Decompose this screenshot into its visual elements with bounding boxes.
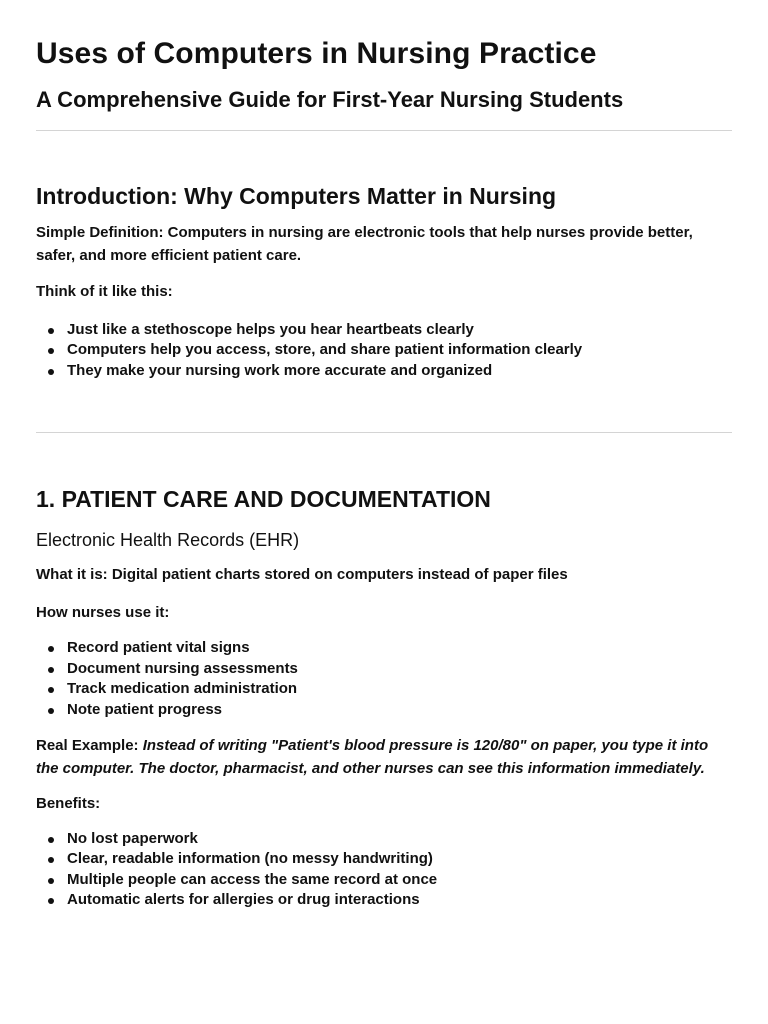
ehr-how-list <box>36 638 732 720</box>
list-item: Computers help you access, store, and share patient information clearly <box>36 340 732 361</box>
ehr-benefits-label: Benefits: <box>36 795 101 812</box>
list-item: Multiple people can access the same record at once <box>36 870 732 891</box>
list-item: Document nursing assessments <box>36 659 732 680</box>
intro-bullet-list <box>36 320 732 382</box>
list-item: Just like a stethoscope helps you hear heartbeats clearly <box>36 320 732 341</box>
intro-definition: Simple Definition: Computers in nursing are electronic tools that help nurses provide better, safer, and more efficient patient care. <box>36 224 693 264</box>
list-item: Record patient vital signs <box>36 638 732 659</box>
list-item: Clear, readable information (no messy handwriting) <box>36 849 732 870</box>
divider <box>36 130 732 131</box>
document-subtitle: A Comprehensive Guide for First-Year Nursing Students <box>36 87 624 112</box>
ehr-benefits-list <box>36 829 732 911</box>
document-title: Uses of Computers in Nursing Practice <box>36 37 597 70</box>
intro-think-label: Think of it like this: <box>36 283 173 300</box>
section-1-subheading: Electronic Health Records (EHR) <box>36 530 300 550</box>
section-1-heading: 1. PATIENT CARE AND DOCUMENTATION <box>36 486 491 512</box>
list-item: No lost paperwork <box>36 829 732 850</box>
list-item: They make your nursing work more accurate and organized <box>36 361 732 382</box>
divider <box>36 432 732 433</box>
intro-heading: Introduction: Why Computers Matter in Nursing <box>36 183 557 209</box>
example-text: Instead of writing "Patient's blood pressure is 120/80" on paper, you type it into the computer. The doctor, pharmacist, and other nurses can see this information immediately. <box>36 737 709 777</box>
ehr-how-label: How nurses use it: <box>36 603 170 621</box>
ehr-what-it-is: What it is: Digital patient charts stored on computers instead of paper files <box>36 566 568 583</box>
ehr-real-example <box>36 735 732 780</box>
list-item: Automatic alerts for allergies or drug interactions <box>36 890 732 911</box>
list-item: Note patient progress <box>36 700 732 721</box>
example-label: Real Example: <box>36 737 143 754</box>
list-item: Track medication administration <box>36 679 732 700</box>
